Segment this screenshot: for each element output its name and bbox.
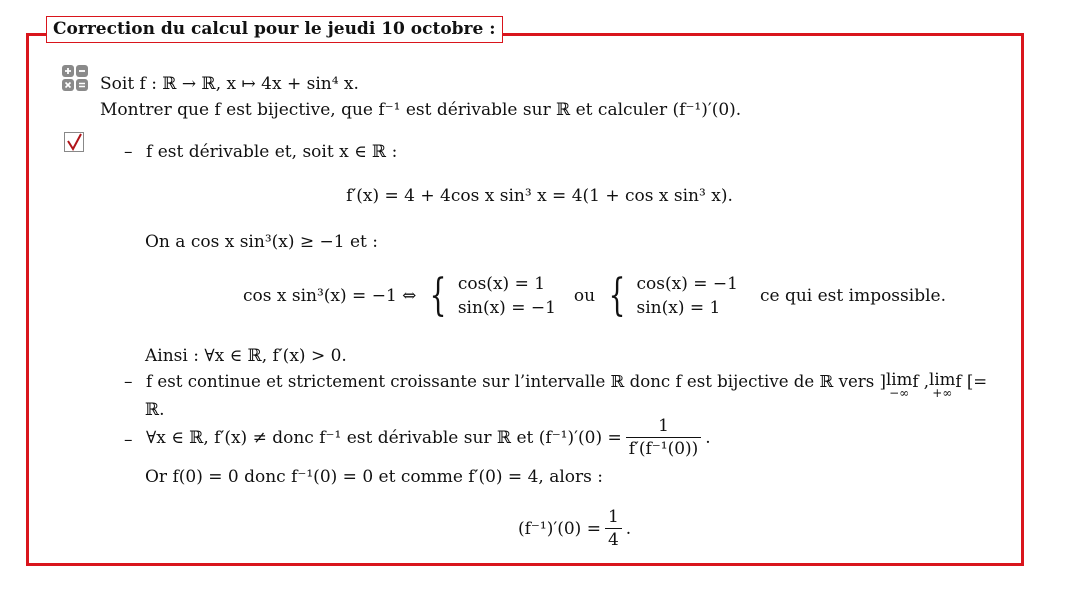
final-denominator: 4: [607, 530, 619, 550]
lim-middle: f ,: [912, 372, 930, 391]
system-1-cos: cos(x) = 1: [457, 274, 546, 294]
bullet-1: –: [124, 142, 133, 162]
left-brace: {: [608, 270, 626, 321]
item3-text: ∀x ∈ ℝ, f′(x) ≠ donc f⁻¹ est dérivable sur ℝ et (f⁻¹)′(0) =: [146, 427, 622, 448]
bullet-2: –: [124, 372, 133, 392]
or-line: Or f(0) = 0 donc f⁻¹(0) = 0 et comme f′(0) = 4, alors :: [145, 467, 603, 487]
item2-line: [146, 372, 987, 398]
on-a-line: On a cos x sin³(x) ≥ −1 et :: [145, 232, 379, 252]
item1-intro: f est dérivable et, soit x ∈ ℝ :: [146, 142, 398, 162]
exercise-line-2: Montrer que f est bijective, que f⁻¹ est dérivable sur ℝ et calculer (f⁻¹)′(0).: [100, 100, 742, 120]
final-result: [518, 506, 631, 551]
system-1-sin: sin(x) = −1: [457, 298, 556, 318]
limit-plus-infinity: [929, 372, 955, 398]
system-2: [603, 272, 738, 320]
lim-sub: −∞: [889, 386, 910, 400]
lim-label: lim: [885, 370, 913, 389]
lim-label: lim: [929, 370, 956, 389]
bullet-3: –: [124, 430, 133, 450]
ainsi-line: Ainsi : ∀x ∈ ℝ, f′(x) > 0.: [145, 346, 347, 366]
final-fraction: [605, 506, 622, 551]
item2-text: f est continue et strictement croissante sur l’intervalle ℝ donc f est bijective de ℝ vers ]: [146, 372, 886, 391]
page-title: Correction du calcul pour le jeudi 10 octobre :: [46, 16, 503, 43]
final-end: .: [625, 518, 632, 539]
checkbox-checked-icon: [64, 132, 84, 152]
item2-end: f [=: [955, 372, 988, 391]
system-1: [424, 272, 555, 320]
derivative-equation: f′(x) = 4 + 4cos x sin³ x = 4(1 + cos x sin³ x).: [346, 186, 733, 206]
system-2-cos: cos(x) = −1: [636, 274, 738, 294]
equivalence-lhs: cos x sin³(x) = −1 ⇔: [243, 286, 417, 306]
limit-minus-infinity: [886, 372, 912, 398]
item3-line: [146, 415, 711, 460]
exercise-line-1: Soit f : ℝ → ℝ, x ↦ 4x + sin⁴ x.: [100, 74, 359, 94]
equivalence-row: [243, 272, 946, 320]
left-brace: {: [430, 270, 447, 321]
calculator-icon: [62, 65, 88, 91]
final-numerator: 1: [605, 506, 622, 529]
fraction-numerator: 1: [626, 415, 702, 438]
ou-text: ou: [573, 286, 596, 306]
lim-sub: +∞: [932, 386, 953, 400]
item2-continuation: ℝ.: [145, 400, 165, 420]
system-2-sin: sin(x) = 1: [636, 298, 721, 318]
impossible-text: ce qui est impossible.: [759, 286, 946, 306]
item3-end: .: [705, 427, 711, 448]
fraction-denominator: f′(f⁻¹(0)): [628, 439, 699, 459]
inverse-derivative-fraction: [626, 415, 702, 460]
final-lhs: (f⁻¹)′(0) =: [518, 518, 601, 539]
